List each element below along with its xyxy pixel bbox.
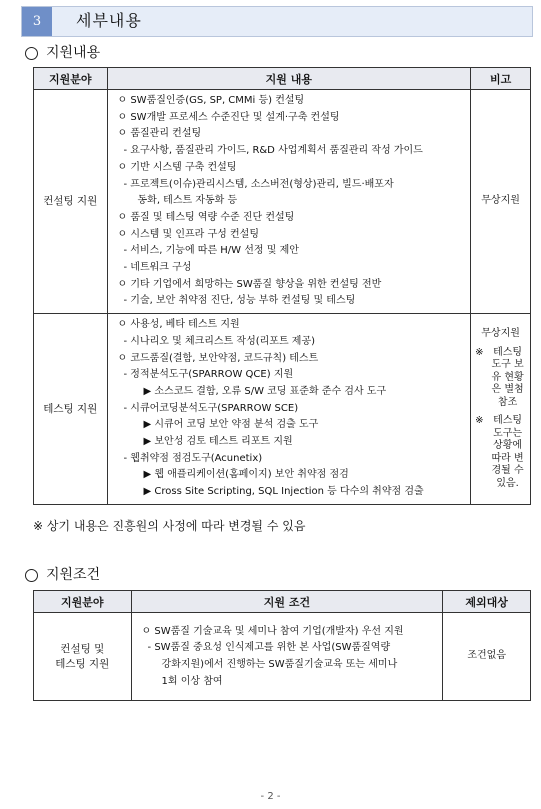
content-line: ▶ 시큐어 코딩 보안 약점 분석 검출 도구 — [143, 419, 319, 431]
subheading-support-content — [25, 45, 100, 62]
content-line: ▶ 웹 애플리케이션(홈페이지) 보안 취약점 점검 — [143, 469, 349, 481]
content-line: - 웹취약점 점검도구(Acunetix) — [123, 452, 263, 464]
content-line: ㅇ 코드품질(결함, 보안약점, 코드규칙) 테스트 — [117, 352, 319, 364]
table-header-row — [34, 591, 531, 613]
page-number: - 2 - — [260, 791, 281, 802]
content-line: ㅇ 품질관리 컨설팅 — [117, 128, 202, 140]
section-header — [21, 6, 533, 37]
support-conditions-table — [33, 590, 531, 701]
content-line: ㅇ SW개발 프로세스 수준진단 및 설계·구축 컨설팅 — [117, 111, 340, 123]
reference-mark: ※ — [475, 346, 484, 358]
content-line: ▶ 보안성 검토 테스트 리포트 지원 — [143, 436, 293, 448]
note-text: 테스팅 도구는 상황에 따라 변경될 수 있음. — [491, 415, 524, 489]
consulting-note: 무상지원 — [471, 90, 531, 314]
remark-text: ※ 상기 내용은 진흥원의 사정에 따라 변경될 수 있음 — [33, 519, 306, 533]
content-line: ㅇ SW품질인증(GS, SP, CMMi 등) 컨설팅 — [117, 95, 305, 106]
content-line: 강화지원)에서 진행하는 SW품질기술교육 또는 세미나 — [161, 659, 398, 670]
content-line: - 시나리오 및 체크리스트 작성(리포트 제공) — [123, 335, 316, 347]
content-line: - 기술, 보안 취약점 진단, 성능 부하 컨설팅 및 테스팅 — [123, 295, 356, 307]
content-line: 1회 이상 참여 — [161, 675, 223, 687]
note-text: 테스팅 도구 보유 현황은 별첨 참조 — [491, 346, 524, 408]
content-line: ▶ 소스코드 결함, 오류 S/W 코딩 표준화 준수 검사 도구 — [143, 385, 387, 397]
table-row — [34, 613, 531, 701]
header-exclusions: 제외대상 — [443, 591, 531, 613]
conditions-content — [131, 613, 443, 701]
content-line: - 요구사항, 품질관리 가이드, R&D 사업계획서 품질관리 작성 가이드 — [123, 145, 423, 157]
note-item — [475, 347, 526, 410]
content-line: 동화, 테스트 자동화 등 — [137, 195, 238, 207]
circle-bullet-icon — [25, 569, 38, 582]
category-line: 컨설팅 및 — [60, 642, 105, 655]
table-row — [34, 90, 531, 314]
content-line: - 시큐어코딩분석도구(SPARROW SCE) — [123, 402, 299, 414]
header-note: 비고 — [471, 68, 531, 90]
header-conditions: 지원 조건 — [131, 591, 443, 613]
subheading-support-conditions — [25, 567, 100, 584]
content-line: ㅇ 시스템 및 인프라 구성 컨설팅 — [117, 228, 259, 240]
content-line: ㅇ 기타 기업에서 희망하는 SW품질 향상을 위한 컨설팅 전반 — [117, 278, 382, 290]
testing-note — [471, 314, 531, 505]
consulting-content — [107, 90, 471, 314]
content-line: - 네트워크 구성 — [123, 262, 192, 274]
subheading-label: 지원조건 — [46, 567, 101, 583]
content-line: ▶ Cross Site Scripting, SQL Injection 등 다수의 취약점 검출 — [143, 486, 424, 498]
support-content-table — [33, 67, 531, 505]
table-row — [34, 314, 531, 505]
content-line: - 서비스, 기능에 따른 H/W 선정 및 제안 — [123, 245, 299, 257]
circle-bullet-icon — [25, 47, 38, 60]
content-line: - 정적분석도구(SPARROW QCE) 지원 — [123, 369, 294, 381]
section-number: 3 — [22, 7, 52, 36]
exclusion-note: 조건없음 — [443, 613, 531, 701]
content-line: - SW품질 중요성 인식제고를 위한 본 사업(SW품질역량 — [147, 642, 391, 654]
header-content: 지원 내용 — [107, 68, 471, 90]
header-field: 지원분야 — [34, 591, 132, 613]
testing-content — [107, 314, 471, 505]
testing-note-main: 무상지원 — [481, 328, 520, 339]
category-consulting: 컨설팅 지원 — [34, 90, 108, 314]
content-line: ㅇ 사용성, 베타 테스트 지원 — [117, 319, 240, 331]
category-line: 테스팅 지원 — [55, 657, 110, 670]
content-line: ㅇ SW품질 기술교육 및 세미나 참여 기업(개발자) 우선 지원 — [141, 625, 404, 637]
content-line: - 프로젝트(이슈)관리시스템, 소스버전(형상)관리, 빌드·배포자 — [123, 178, 394, 190]
category-consulting-testing — [34, 613, 132, 701]
section-title: 세부내용 — [76, 11, 142, 30]
subheading-label: 지원내용 — [46, 45, 101, 61]
reference-mark: ※ — [475, 415, 484, 426]
header-field: 지원분야 — [34, 68, 108, 90]
category-testing: 테스팅 지원 — [34, 314, 108, 505]
content-line: ㅇ 품질 및 테스팅 역량 수준 진단 컨설팅 — [117, 211, 295, 223]
table-header-row — [34, 68, 531, 90]
content-line: ㅇ 기반 시스템 구축 컨설팅 — [117, 161, 237, 173]
note-item — [475, 415, 526, 490]
